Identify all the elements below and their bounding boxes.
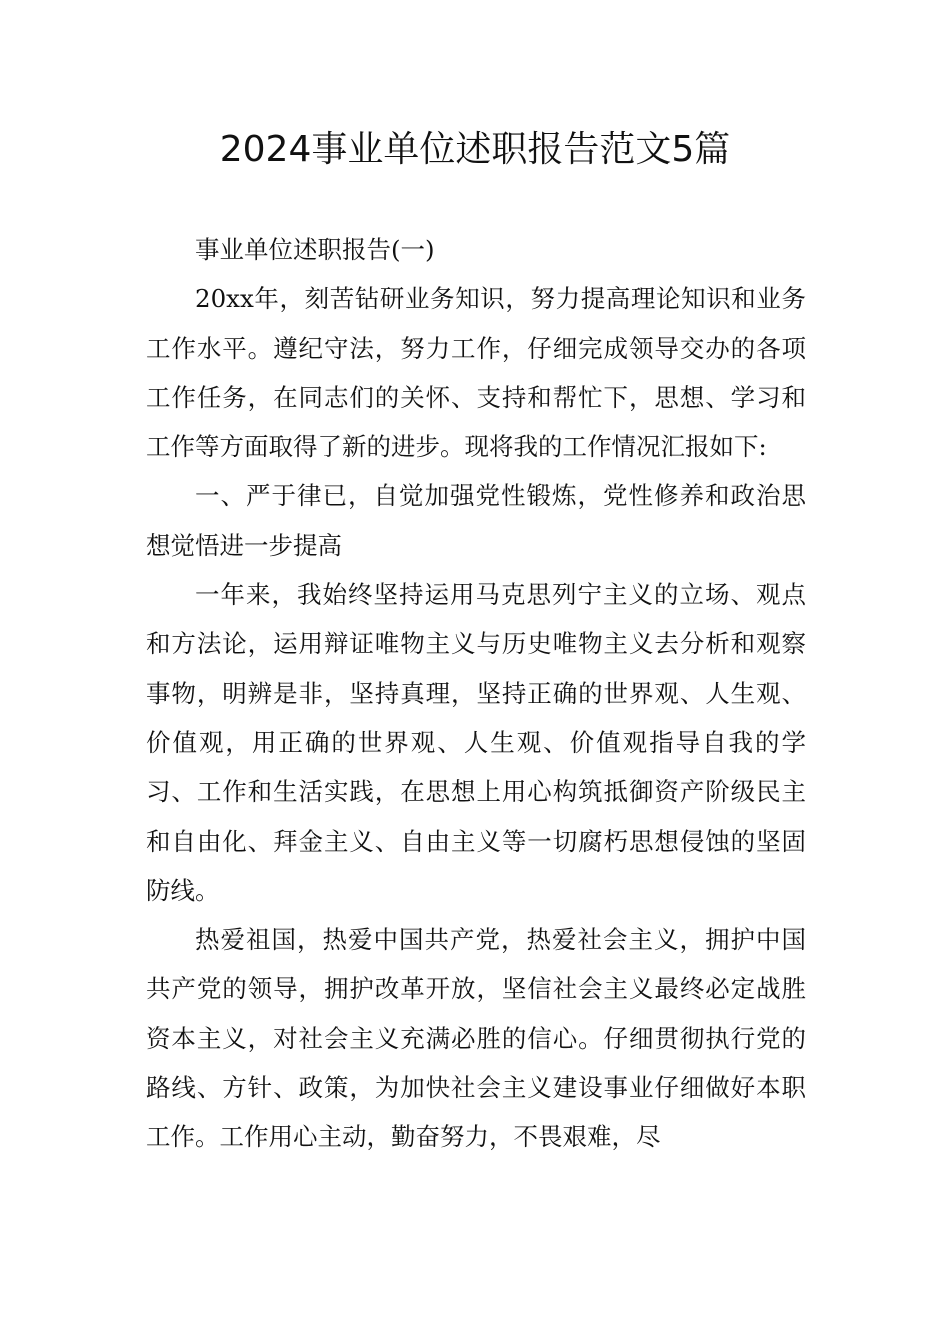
paragraph: 一年来，我始终坚持运用马克思列宁主义的立场、观点和方法论，运用辩证唯物主义与历史唯物主义去分析和观察事物，明辨是非，坚持真理，坚持正确的世界观、人生观、价值观，用正确的世界观、人生观、价值观指导自我的学习、工作和生活实践，在思想上用心构筑抵御资产阶级民主和自由化、拜金主义、自由主义等一切腐朽思想侵蚀的坚固防线。 [146,580,806,905]
paragraph: 热爱祖国，热爱中国共产党，热爱社会主义，拥护中国共产党的领导，拥护改革开放，坚信社会主义最终必定战胜资本主义，对社会主义充满必胜的信心。仔细贯彻执行党的路线、方针、政策，为加快社会主义建设事业仔细做好本职工作。工作用心主动，勤奋努力，不畏艰难，尽 [146,925,806,1152]
document-body [146,225,806,1162]
paragraph-section-heading: 事业单位述职报告(一) [195,235,435,264]
document-title: 2024事业单位述职报告范文5篇 [219,129,731,170]
paragraph: 20xx年，刻苦钻研业务知识，努力提高理论知识和业务工作水平。遵纪守法，努力工作，仔细完成领导交办的各项工作任务，在同志们的关怀、支持和帮忙下，思想、学习和工作等方面取得了新的进步。现将我的工作情况汇报如下: [146,284,806,462]
paragraph-subheading: 一、严于律已，自觉加强党性锻炼，党性修养和政治思想觉悟进一步提高 [146,481,806,560]
